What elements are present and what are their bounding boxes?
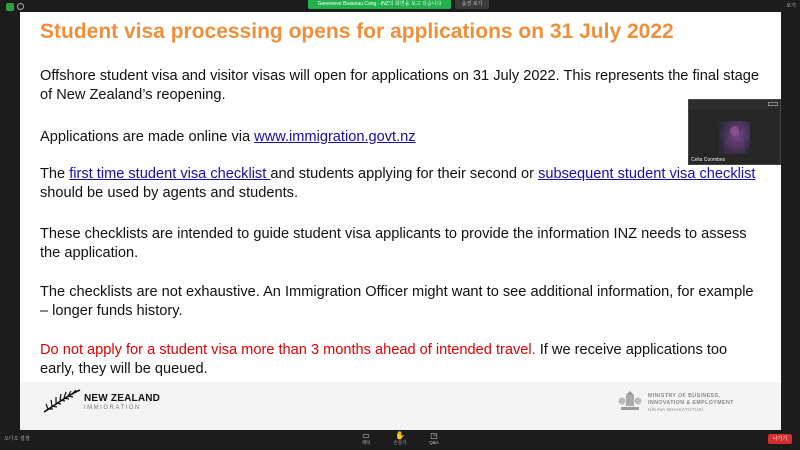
meeting-toolbar [0, 430, 800, 450]
subsequent-checklist-link[interactable]: subsequent student visa checklist [538, 166, 756, 182]
paragraph-warning [40, 341, 762, 379]
paragraph-checklists [40, 165, 762, 203]
nz-immigration-logo [42, 388, 182, 420]
immigration-website-link[interactable]: www.immigration.govt.nz [254, 129, 416, 145]
mbie-line-1: MINISTRY OF BUSINESS, [648, 393, 721, 399]
qa-icon: ◳ [430, 431, 438, 440]
chat-button[interactable] [354, 431, 378, 449]
view-options-button[interactable]: 옵션 보기 [455, 0, 489, 9]
security-shield-icon[interactable] [6, 3, 14, 11]
view-mode-button[interactable]: 보기 [786, 3, 796, 9]
chat-icon: ▭ [362, 431, 370, 440]
shared-slide [20, 12, 781, 430]
participant-name: Celia Coombes [691, 157, 726, 163]
slide-title: Student visa processing opens for applications on 31 July 2022 [40, 20, 674, 43]
mbie-line-2: INNOVATION & EMPLOYMENT [648, 400, 734, 406]
participant-video [719, 121, 750, 154]
qa-label: Q&A [429, 440, 439, 445]
paragraph-not-exhaustive: The checklists are not exhaustive. An Immigration Officer might want to see additional information, for example – longer funds history. [40, 284, 754, 319]
info-icon[interactable] [17, 3, 24, 10]
paragraph-open-date: Offshore student visa and visitor visas will open for applications on 31 July 2022. This represents the final stage of New Zealand’s reopening. [40, 68, 760, 103]
leave-button[interactable]: 나가기 [768, 434, 792, 444]
raise-hand-label: 손들기 [393, 440, 407, 445]
minimize-video-icon[interactable] [768, 102, 778, 106]
mbie-line-3: HĪKINA WHAKATUTUKI [648, 407, 704, 412]
checklists-text-a: The [40, 166, 70, 182]
chat-label: 채팅 [361, 440, 371, 445]
mbie-logo [618, 389, 778, 419]
queued-text: If we receive applications too early, they will be queued. [40, 342, 728, 377]
raise-hand-button[interactable] [388, 431, 412, 449]
paragraph-checklist-purpose: These checklists are intended to guide student visa applicants to provide the information INZ needs to assess the application. [40, 226, 747, 261]
paragraph-apply-online [40, 128, 762, 147]
first-time-checklist-link[interactable]: first time student visa checklist [69, 166, 271, 182]
coat-of-arms-icon [618, 390, 642, 412]
video-tile-header [689, 100, 780, 109]
qa-button[interactable] [422, 431, 446, 449]
warning-text: Do not apply for a student visa more than 3 months ahead of intended travel. [40, 342, 536, 358]
checklists-text-c: should be used by agents and students. [40, 185, 299, 201]
screen-share-banner: Genevieve Beaunau Cang - INZ의 화면을 보고 있습니다 [308, 0, 451, 9]
hand-icon: ✋ [395, 431, 405, 440]
nz-logo-subtitle: IMMIGRATION [84, 405, 141, 411]
silver-fern-icon [42, 388, 82, 414]
video-lighting [719, 121, 750, 154]
apply-online-text: Applications are made online via [40, 129, 255, 145]
participant-video-tile[interactable] [688, 99, 781, 165]
top-bar [0, 0, 800, 12]
audio-settings-button[interactable]: 오디오 설정 [4, 436, 30, 442]
nz-logo-name: NEW ZEALAND [84, 393, 161, 404]
checklists-text-b: and students applying for their second or [270, 166, 539, 182]
